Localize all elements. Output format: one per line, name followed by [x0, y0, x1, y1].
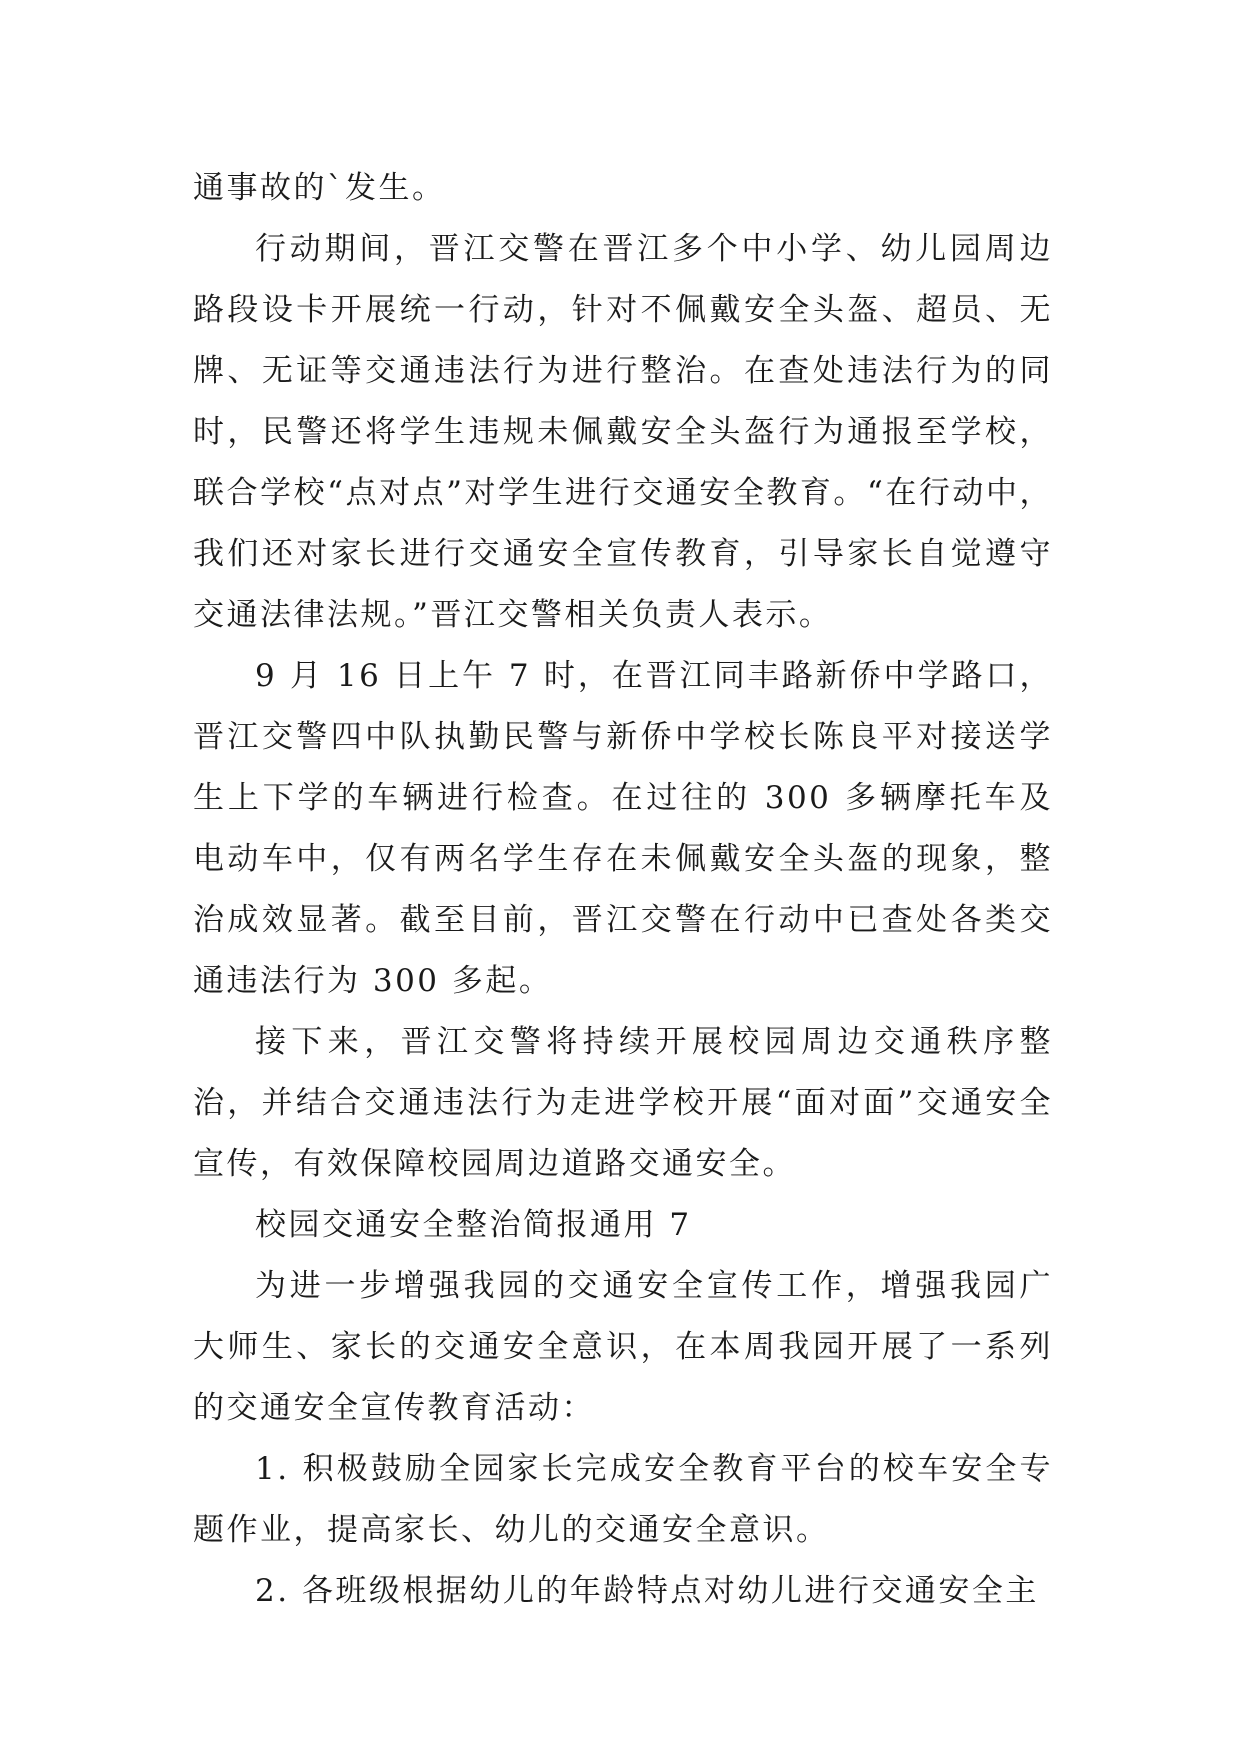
section-heading: 校园交通安全整治简报通用 7: [255, 1207, 692, 1243]
list-item-2: 2. 各班级根据幼儿的年龄特点对幼儿进行交通安全主: [255, 1573, 1039, 1609]
document-body: [193, 158, 1053, 1622]
paragraph-inspection: 9 月 16 日上午 7 时，在晋江同丰路新侨中学路口，晋江交警四中队执勤民警与新侨中学校长陈良平对接送学生上下学的车辆进行检查。在过往的 300 多辆摩托车及电动车中，仅有两名学生存在未佩戴安全头盔的现象，整治成效显著。截至目前，晋江交警在行动中已查处各类交通违法行为 300 多起。: [193, 658, 1053, 999]
paragraph-next-steps: 接下来，晋江交警将持续开展校园周边交通秩序整治，并结合交通违法行为走进学校开展“面对面”交通安全宣传，有效保障校园周边道路交通安全。: [193, 1024, 1053, 1182]
paragraph-action-period: 行动期间，晋江交警在晋江多个中小学、幼儿园周边路段设卡开展统一行动，针对不佩戴安全头盔、超员、无牌、无证等交通违法行为进行整治。在查处违法行为的同时，民警还将学生违规未佩戴安全头盔行为通报至学校，联合学校“点对点”对学生进行交通安全教育。“在行动中，我们还对家长进行交通安全宣传教育，引导家长自觉遵守交通法律法规。”晋江交警相关负责人表示。: [193, 231, 1053, 633]
list-item-1: 1. 积极鼓励全园家长完成安全教育平台的校车安全专题作业，提高家长、幼儿的交通安全意识。: [193, 1451, 1053, 1548]
paragraph-continuation: 通事故的`发生。: [193, 170, 446, 206]
paragraph-kindergarten-intro: 为进一步增强我园的交通安全宣传工作，增强我园广大师生、家长的交通安全意识，在本周我园开展了一系列的交通安全宣传教育活动：: [193, 1268, 1053, 1426]
